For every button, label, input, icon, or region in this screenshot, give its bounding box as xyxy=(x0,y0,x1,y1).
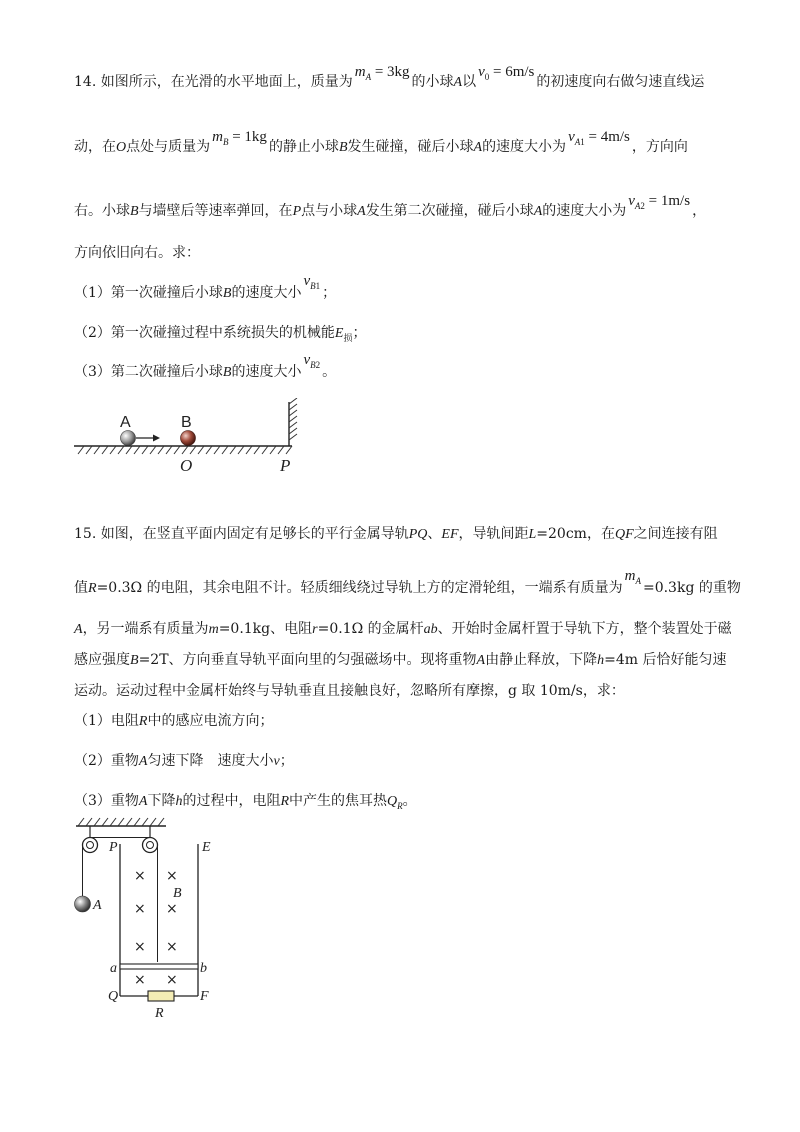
va2-formula: $v_{A2} = 1m/s$ xyxy=(628,193,691,211)
q14-text: ； xyxy=(322,285,337,301)
ball-b-symbol: B xyxy=(222,286,232,301)
ceiling-hatching xyxy=(78,818,164,826)
weight-a-symbol: A xyxy=(476,653,486,668)
heat-symbol: Q xyxy=(387,794,398,809)
q15-text: =20cm，在 xyxy=(536,526,615,542)
q14-text: 点与小球 xyxy=(301,203,358,219)
q14-subquestion-1 xyxy=(74,273,337,308)
magnetic-field-marks xyxy=(134,868,178,988)
q14-text: （1）第一次碰撞后小球 xyxy=(74,285,223,301)
label-a-rod: a xyxy=(110,961,117,976)
q15-text: ； xyxy=(279,753,294,769)
vb1-symbol: $v_{B1}$ xyxy=(303,273,321,291)
q15-subquestion-2 xyxy=(74,751,294,772)
label-b: B xyxy=(181,414,192,431)
resistor-symbol: R xyxy=(280,794,290,809)
label-a: A xyxy=(120,414,131,431)
q15-text: ，导轨间距 xyxy=(458,526,529,542)
q15-line-1 xyxy=(74,524,718,545)
q15-text: 中产生的焦耳热 xyxy=(289,793,388,809)
rod-resistance-symbol: r xyxy=(312,622,318,637)
q14-text: 的速度大小 xyxy=(231,364,302,380)
label-p: P xyxy=(109,840,118,855)
q15-line-2 xyxy=(74,568,741,603)
q15-text: =4m 后恰好能匀速 xyxy=(604,652,727,668)
q15-text: =0.1kg、电阻 xyxy=(218,621,313,637)
q15-text: 运动。运动过程中金属杆始终与导轨垂直且接触良好，忽略所有摩擦，g 取 10m/s，求： xyxy=(74,683,625,699)
label-a: A xyxy=(93,898,102,913)
q14-text: 的静止小球 xyxy=(268,139,339,155)
q15-text: 由静止释放，下降 xyxy=(485,652,598,668)
svg-text:×: × xyxy=(166,972,178,988)
q15-subquestion-3 xyxy=(74,791,417,816)
q15-text: =2T、方向垂直导轨平面向里的匀强磁场中。现将重物 xyxy=(138,652,477,668)
svg-text:×: × xyxy=(134,972,146,988)
q15-text: 下降 xyxy=(147,793,176,809)
q14-text: 动，在 xyxy=(74,139,116,155)
q15-text: 之间连接有阻 xyxy=(633,526,718,542)
q15-text: 感应强度 xyxy=(74,652,130,668)
q15-text: 15. 如图，在竖直平面内固定有足够长的平行金属导轨 xyxy=(74,526,409,542)
ball-b-symbol: B xyxy=(338,140,348,155)
qf-symbol: QF xyxy=(614,527,634,542)
q14-text: 14. 如图所示，在光滑的水平地面上，质量为 xyxy=(74,74,353,90)
q15-text: 、开始时金属杆置于导轨下方，整个装置处于磁 xyxy=(437,621,732,637)
rail-pq-symbol: PQ xyxy=(408,527,428,542)
q14-subquestion-3 xyxy=(74,352,337,387)
spacing-symbol: L xyxy=(528,527,537,542)
q14-line-3 xyxy=(74,193,707,226)
q14-text: ； xyxy=(352,325,367,341)
q14-text: 的小球 xyxy=(411,74,454,90)
ground-hatching xyxy=(78,446,292,454)
weight-a-symbol: A xyxy=(74,622,83,637)
ball-a-symbol: A xyxy=(473,140,483,155)
q14-text: 发生第二次碰撞，碰后小球 xyxy=(365,203,534,219)
q14-text: 右。小球 xyxy=(74,203,130,219)
q15-line-4 xyxy=(74,650,726,671)
q14-text: 。 xyxy=(322,364,337,380)
point-o-symbol: O xyxy=(116,140,127,155)
q14-text: 以 xyxy=(462,74,477,90)
resistor-symbol: R xyxy=(138,714,148,729)
q15-text: =0.3kg 的重物 xyxy=(642,580,741,596)
va1-formula: $v_{A1} = 4m/s$ xyxy=(568,129,630,147)
mass-a-formula: $m_A = 3kg$ xyxy=(354,64,410,82)
velocity-arrow-head xyxy=(153,435,160,442)
q14-text: 的初速度向右做匀速直线运 xyxy=(536,74,705,90)
q15-text: （1）电阻 xyxy=(74,713,139,729)
height-symbol: h xyxy=(175,794,183,809)
label-o: O xyxy=(180,456,193,475)
point-p-symbol: P xyxy=(292,204,302,219)
label-q: Q xyxy=(108,989,119,1004)
ball-a xyxy=(121,431,136,446)
svg-text:×: × xyxy=(134,868,146,884)
q14-line-1 xyxy=(74,64,705,97)
q14-text: ， xyxy=(692,203,707,219)
mass-symbol: m xyxy=(208,622,219,637)
label-e: E xyxy=(202,840,211,855)
label-b-rod: b xyxy=(200,961,207,976)
wall-hatching xyxy=(289,398,297,440)
label-p: P xyxy=(280,456,291,475)
q15-text: ，另一端系有质量为 xyxy=(82,621,209,637)
pulley-left xyxy=(83,838,98,853)
q14-text: ，方向向 xyxy=(631,139,688,155)
vb2-symbol: $v_{B2}$ xyxy=(303,352,321,370)
q14-text: 的速度大小为 xyxy=(482,139,567,155)
rail-circuit-figure xyxy=(66,814,226,1020)
q15-text: 值 xyxy=(74,580,88,596)
heat-subscript: R xyxy=(397,800,403,811)
ball-b xyxy=(181,431,196,446)
q15-text: 的过程中，电阻 xyxy=(182,793,281,809)
weight-a xyxy=(75,896,91,912)
q14-text: 的速度大小 xyxy=(231,285,302,301)
label-f: F xyxy=(200,989,209,1004)
svg-text:×: × xyxy=(166,939,178,955)
label-r: R xyxy=(155,1006,164,1020)
q15-line-3 xyxy=(74,619,732,640)
svg-text:×: × xyxy=(134,901,146,917)
ball-b-symbol: B xyxy=(222,365,232,380)
rod-ab xyxy=(120,964,198,969)
ball-b-symbol: B xyxy=(130,204,139,219)
q14-text: 方向依旧向右。求： xyxy=(74,245,200,261)
svg-text:×: × xyxy=(166,901,178,917)
q15-text: 、 xyxy=(427,526,442,542)
q14-text: （2）第一次碰撞过程中系统损失的机械能 xyxy=(74,325,335,341)
height-symbol: h xyxy=(597,653,605,668)
v0-formula: $v_0 = 6m/s$ xyxy=(478,64,535,82)
q15-text: （2）重物 xyxy=(74,753,139,769)
q14-text: 与墙壁后等速率弹回，在 xyxy=(138,203,293,219)
mass-b-formula: $m_B = 1kg$ xyxy=(212,129,267,147)
q15-line-5 xyxy=(74,681,625,701)
q14-subquestion-2 xyxy=(74,323,366,349)
q14-text: 点处与质量为 xyxy=(126,139,211,155)
energy-symbol: E xyxy=(334,326,344,341)
resistor-symbol: R xyxy=(88,581,97,596)
q15-text: =0.1Ω 的金属杆 xyxy=(317,621,424,637)
q15-text: 匀速下降 速度大小 xyxy=(147,753,274,769)
rail-ef-symbol: EF xyxy=(441,527,459,542)
q14-text: （3）第二次碰撞后小球 xyxy=(74,364,223,380)
ball-a-symbol: A xyxy=(453,75,463,90)
q14-text: 的速度大小为 xyxy=(542,203,627,219)
energy-subscript: 损 xyxy=(343,333,353,344)
collision-figure xyxy=(70,398,320,478)
pulley-right xyxy=(143,838,158,853)
mass-a-symbol: $m_A$ xyxy=(624,568,641,586)
speed-symbol: v xyxy=(273,754,280,769)
q14-text: 发生碰撞，碰后小球 xyxy=(347,139,474,155)
q15-text: 。 xyxy=(402,793,417,809)
q14-line-2 xyxy=(74,129,688,162)
field-b-symbol: B xyxy=(130,653,139,668)
q14-line-4 xyxy=(74,243,200,263)
label-b-field: B xyxy=(173,886,182,901)
q15-text: 中的感应电流方向； xyxy=(147,713,274,729)
q15-subquestion-1 xyxy=(74,711,273,732)
ball-a-symbol: A xyxy=(357,204,366,219)
rod-ab-symbol: ab xyxy=(423,622,438,637)
q15-text: （3）重物 xyxy=(74,793,139,809)
svg-text:×: × xyxy=(134,939,146,955)
ball-a-symbol: A xyxy=(533,204,543,219)
resistor-r xyxy=(148,991,174,1001)
q15-text: =0.3Ω 的电阻，其余电阻不计。轻质细线绕过导轨上方的定滑轮组，一端系有质量为 xyxy=(96,580,623,596)
weight-a-symbol: A xyxy=(138,754,148,769)
svg-text:×: × xyxy=(166,868,178,884)
weight-a-symbol: A xyxy=(138,794,148,809)
